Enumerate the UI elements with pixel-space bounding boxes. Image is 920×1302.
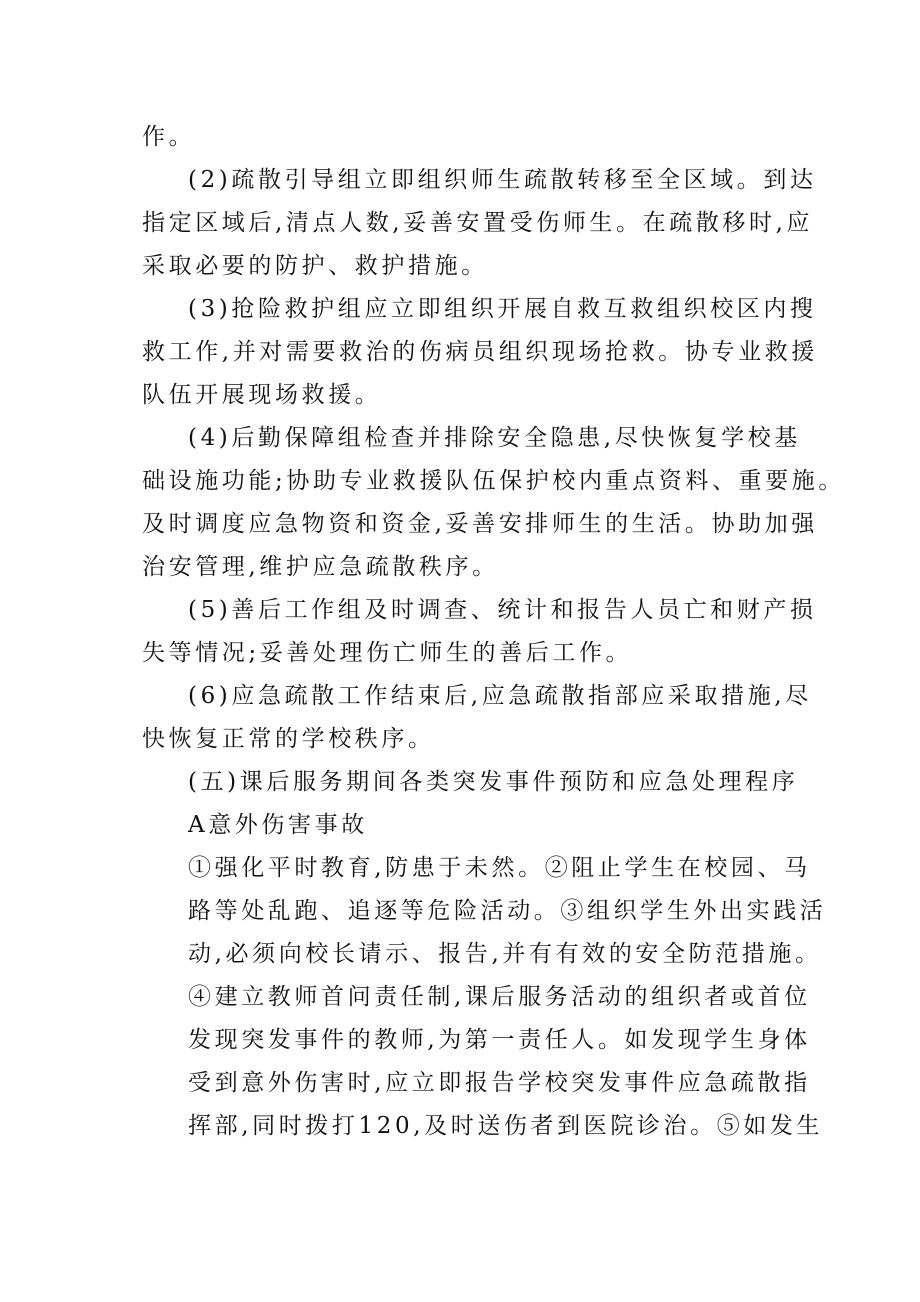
subsection-heading: A意外伤害事故 <box>188 812 368 838</box>
text-line: 指定区域后,清点人数,妥善安置受伤师生。在疏散移时,应 <box>142 210 814 236</box>
text-line: 受到意外伤害时,应立即报告学校突发事件应急疏散指 <box>188 1070 811 1096</box>
section-heading: (五)课后服务期间各类突发事件预防和应急处理程序 <box>188 769 799 795</box>
text-line: ④建立教师首问责任制,课后服务活动的组织者或首位 <box>188 984 811 1010</box>
text-line: (6)应急疏散工作结束后,应急疏散指部应采取措施,尽 <box>188 683 812 709</box>
text-line: 治安管理,维护应急疏散秩序。 <box>142 554 499 580</box>
text-line: 快恢复正常的学校秩序。 <box>142 726 435 752</box>
text-line: (3)抢险救护组应立即组织开展自救互救组织校区内搜 <box>188 296 817 322</box>
text-line: 路等处乱跑、追逐等危险活动。③组织学生外出实践活 <box>188 898 827 924</box>
text-line: 队伍开展现场救援。 <box>142 382 382 408</box>
text-line: 采取必要的防护、救护措施。 <box>142 253 488 279</box>
text-line: (2)疏散引导组立即组织师生疏散转移至全区域。到达 <box>188 167 817 193</box>
text-line: 及时调度应急物资和资金,妥善安排师生的生活。协助加强 <box>142 511 818 537</box>
text-line: 础设施功能;协助专业救援队伍保护校内重点资料、重要施。 <box>142 468 845 494</box>
text-line: ①强化平时教育,防患于未然。②阻止学生在校园、马 <box>188 855 811 881</box>
text-line: 发现突发事件的教师,为第一责任人。如发现学生身体 <box>188 1027 811 1053</box>
text-line: (5)善后工作组及时调查、统计和报告人员亡和财产损 <box>188 597 817 623</box>
text-line: 动,必须向校长请示、报告,并有有效的安全防范措施。 <box>188 941 822 967</box>
text-line: 救工作,并对需要救治的伤病员组织现场抢救。协专业救援 <box>142 339 818 365</box>
text-line: 失等情况;妥善处理伤亡师生的善后工作。 <box>142 640 633 666</box>
text-line: (4)后勤保障组检查并排除安全隐患,尽快恢复学校基 <box>188 425 801 451</box>
text-line: 挥部,同时拨打120,及时送伤者到医院诊治。⑤如发生 <box>188 1113 824 1139</box>
text-line: 作。 <box>142 124 196 150</box>
